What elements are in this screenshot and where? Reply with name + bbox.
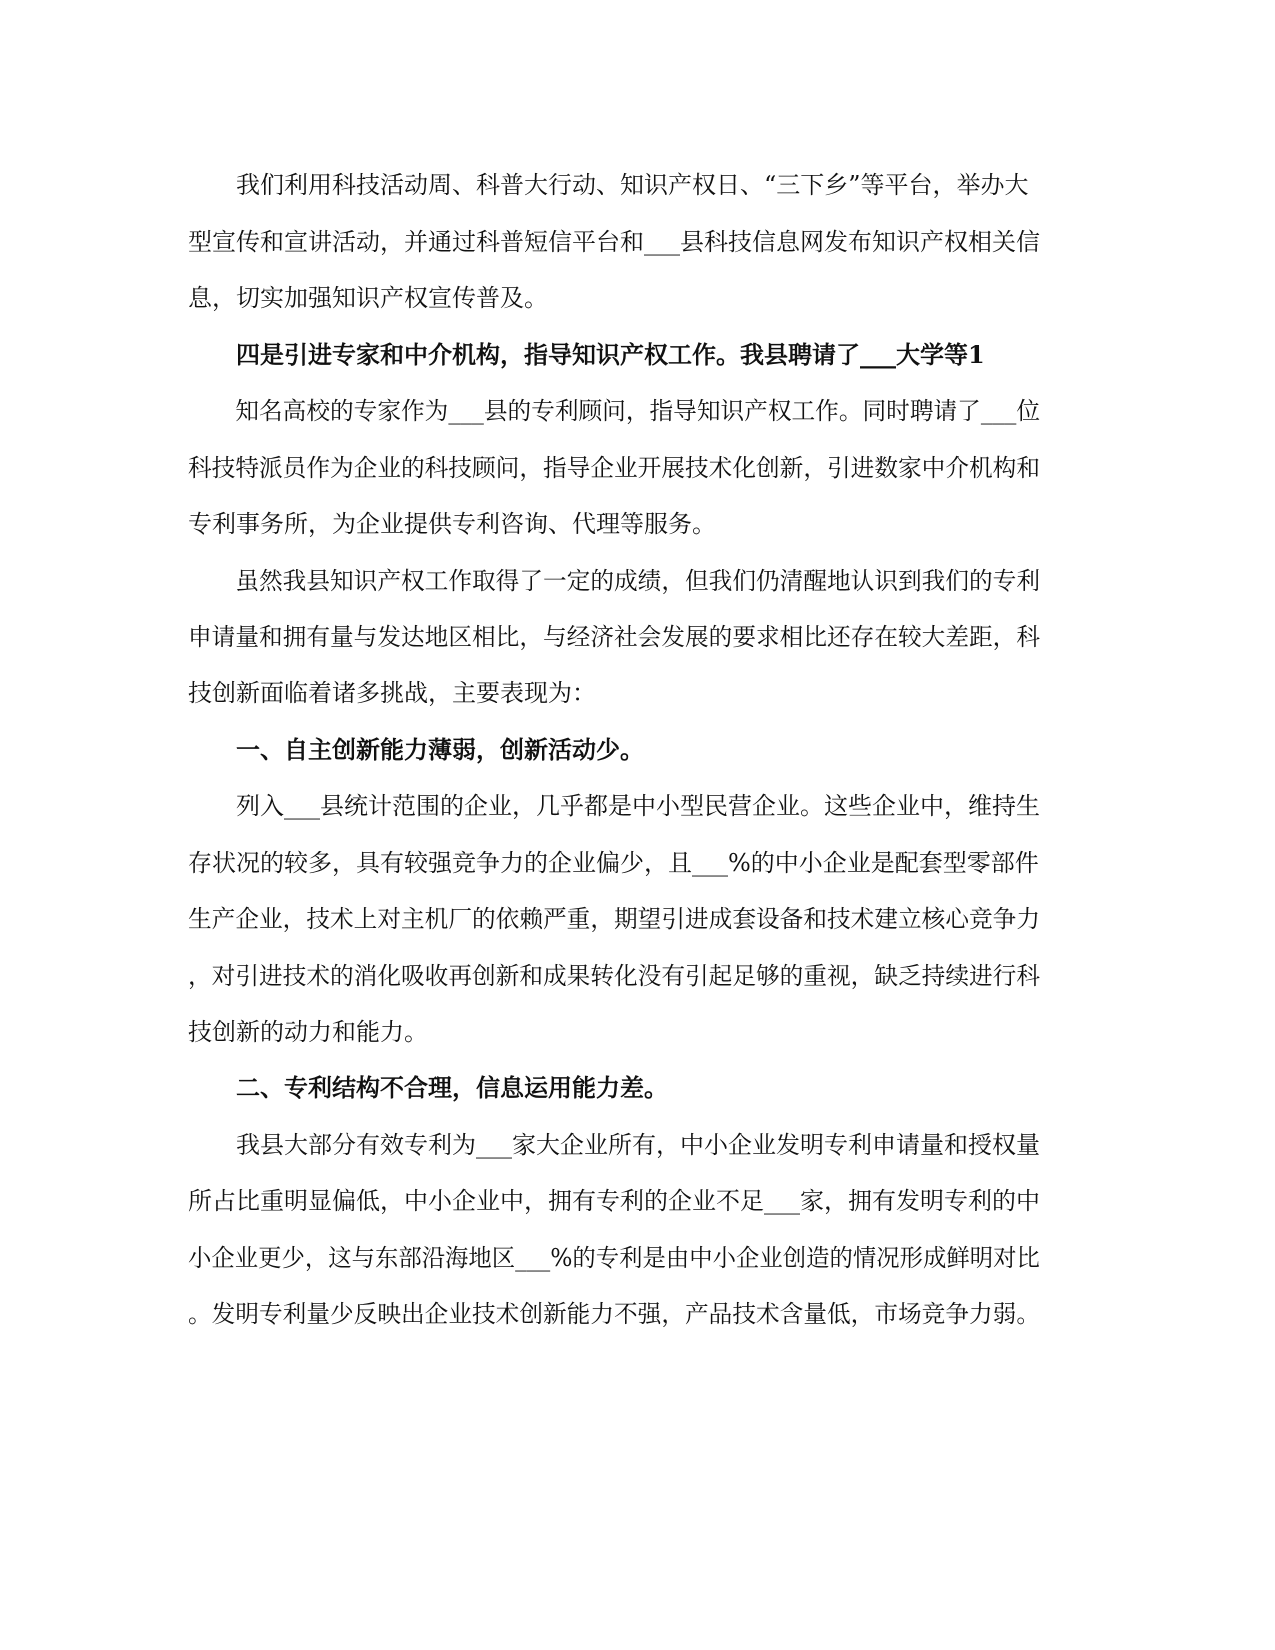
body-text-line: 技创新面临着诸多挑战，主要表现为： (188, 679, 596, 707)
section-heading: 一、自主创新能力薄弱，创新活动少。 (188, 735, 644, 764)
body-text-line: 所占比重明显偏低，中小企业中，拥有专利的企业不足___家，拥有发明专利的中 (188, 1187, 1040, 1215)
body-text-line: 专利事务所，为企业提供专利咨询、代理等服务。 (188, 510, 716, 538)
body-text-line: 申请量和拥有量与发达地区相比，与经济社会发展的要求相比还存在较大差距，科 (188, 623, 1040, 651)
body-text-line: 我们利用科技活动周、科普大行动、知识产权日、“三下乡”等平台，举办大 (188, 171, 1029, 199)
body-text-line: 息，切实加强知识产权宣传普及。 (188, 284, 548, 312)
body-text-line: 科技特派员作为企业的科技顾问，指导企业开展技术化创新，引进数家中介机构和 (188, 454, 1040, 482)
body-text-line: 小企业更少，这与东部沿海地区___%的专利是由中小企业创造的情况形成鲜明对比 (188, 1244, 1040, 1272)
body-text-line: ，对引进技术的消化吸收再创新和成果转化没有引起足够的重视，缺乏持续进行科 (188, 962, 1040, 990)
body-text-line: 生产企业，技术上对主机厂的依赖严重，期望引进成套设备和技术建立核心竞争力 (188, 905, 1040, 933)
section-heading: 二、专利结构不合理，信息运用能力差。 (188, 1073, 668, 1102)
body-text-line: 存状况的较多，具有较强竞争力的企业偏少，且___%的中小企业是配套型零部件 (188, 849, 1039, 877)
body-text-line: 技创新的动力和能力。 (188, 1018, 428, 1046)
body-text-line: 虽然我县知识产权工作取得了一定的成绩，但我们仍清醒地认识到我们的专利 (188, 567, 1040, 595)
body-text-line: 列入___县统计范围的企业，几乎都是中小型民营企业。这些企业中，维持生 (188, 792, 1040, 820)
body-text-line: 我县大部分有效专利为___家大企业所有，中小企业发明专利申请量和授权量 (188, 1131, 1040, 1159)
body-text-line: 。发明专利量少反映出企业技术创新能力不强，产品技术含量低，市场竞争力弱。 (188, 1300, 1040, 1328)
section-heading: 四是引进专家和中介机构，指导知识产权工作。我县聘请了___大学等1 (188, 340, 985, 369)
body-text-line: 型宣传和宣讲活动，并通过科普短信平台和___县科技信息网发布知识产权相关信 (188, 228, 1040, 256)
body-text-line: 知名高校的专家作为___县的专利顾问，指导知识产权工作。同时聘请了___位 (188, 397, 1040, 425)
